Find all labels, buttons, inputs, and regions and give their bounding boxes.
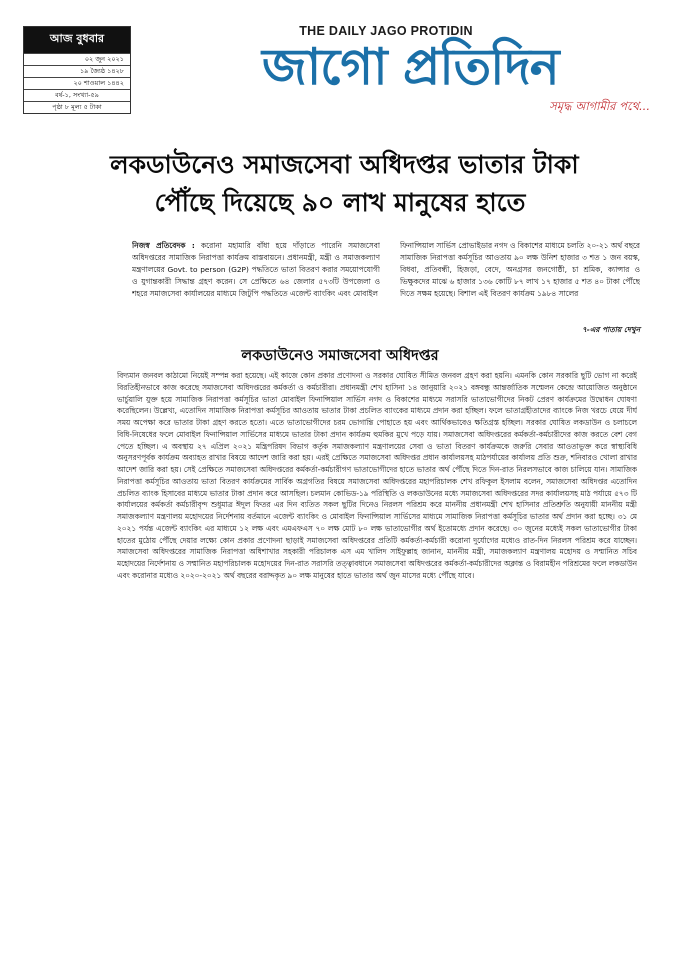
- continued-note: ৭-এর পাতায় দেখুন: [581, 325, 640, 334]
- day-label: আজ বুধবার: [24, 27, 130, 53]
- pages-price: পৃষ্ঠা ৮ মূল্য ৫ টাকা: [24, 101, 130, 113]
- date-english: ০২ জুন ২০২১: [24, 53, 130, 65]
- headline-line-2: পৌঁছে দিয়েছে ৯০ লাখ মানুষের হাতে: [154, 188, 526, 217]
- newspaper-logo: জাগো প্রতিদিন: [262, 38, 559, 96]
- lead-column-right: [400, 240, 640, 336]
- lead-column-left: [132, 240, 380, 336]
- date-box: [23, 26, 131, 114]
- headline-line-1: লকডাউনেও সমাজসেবা অধিদপ্তর ভাতার টাকা: [110, 150, 579, 179]
- date-bangla: ১৯ জ্যৈষ্ঠ ১৪২৮: [24, 65, 130, 77]
- date-hijri: ২০ শাওয়াল ১৪৪২: [24, 77, 130, 89]
- issue-number: বর্ষ-১, সংখ্যা-৫৯: [24, 89, 130, 101]
- lead-right-text: ফিনান্সিয়াল সার্ভিস প্রোভাইডার নগদ ও বিকাশের মাধ্যমে চলতি ২০-২১ অর্থ বছরে সামাজিক নিরাপত্তা কর্মসূচির আওতায় ৯০ লক্ষ উনিশ হাজার ৩ শত ১ জন বয়স্ক, বিধবা, প্রতিবন্ধী, হিজড়া, বেদে, অনগ্রসর জনগোষ্ঠী, চা শ্রমিক, ক্যান্সার ও ভিক্ষুকদের মাঝে ৬ হাজার ১৩৬ কোটি ৮৭ লাখ ১৭ হাজার ৫ শত ৪০ টাকা পৌঁছে দিতে সক্ষম হয়েছে। বিশাল এই বিতরণ কার্যক্রম ১৯৮৪ সালের: [400, 241, 640, 298]
- byline: নিজস্ব প্রতিবেদক :: [132, 241, 195, 250]
- article-body: বিদ্যমান জনবল কাঠামো নিয়েই সম্পন্ন করা হয়েছে। এই কাজে কোন প্রকার প্রণোদনা ও সরকার ঘোষিত সীমিত জনবল গ্রহণ করা হয়নি। এমনকি কোন সরকারি ছুটি ভোগ না করেই বিরতিহীনভাবে কাজ করেছে সমাজসেবা অধিদপ্তরের কর্মকর্তা ও কর্মচারীরা। প্রধানমন্ত্রী শেখ হাসিনা ১৪ জানুয়ারি ২০২১ বঙ্গবন্ধু আন্তর্জাতিক সম্মেলন কেন্দ্রে আয়োজিত অনুষ্ঠানে ভার্চুয়ালি যুক্ত হয়ে সামাজিক নিরাপত্তা কর্মসূচির ভাতা মোবাইল ফিনান্সিয়াল সার্ভিস নগদ ও বিকাশের মাধ্যমে সরাসরি ভাতাভোগীদের নিকট প্রেরণ কার্যক্রমের উদ্বোধন ঘোষণা করেছিলেন। উল্লেখ্য, এতোদিন সামাজিক নিরাপত্তা কর্মসূচির আওতায় ভাতার টাকা প্রচলিত ব্যাংকের মাধ্যমে প্রদান করা হচ্ছিল। ফলে ভাতাগ্রহীতাদের ব্যাংকে নিজ খরচে যেয়ে দীর্ঘ সময় অপেক্ষা করে ভাতার টাকা গ্রহণ করতে হতো। এতে ভাতাভোগীদের চরম ভোগান্তি পোহাতে হয় এবং আর্থিকভাবেও ক্ষতিগ্রস্ত হচ্ছিল। সরকার ঘোষিত লকডাউন ও চলাচলে বিধি-নিষেধের ফলে মোবাইল ফিনান্সিয়াল সার্ভিসের মাধ্যমে ভাতার টাকা প্রদান কার্যক্রম হুমকির মুখে পড়ে যায়। সমাজসেবা অধিদপ্তরের কর্মকর্তা-কর্মচারীদের কাজ করতে বেশ বেগ পেতে হচ্ছিল। এ অবস্থায় ২৭ এপ্রিল ২০২১ মন্ত্রিপরিষদ বিভাগ কর্তৃক সমাজকল্যাণ মন্ত্রণালয়ের সেবা ও ভাতা বিতরণ কার্যক্রমকে জরুরি সেবার আওতাভুক্ত করে স্বাস্থ্যবিধি অনুসরণপূর্বক কার্যক্রম অব্যাহত রাখার বিষয়ে আদেশ জারি করা হয়। এরই প্রেক্ষিতে সমাজসেবা অধিদপ্তর প্রধান কার্যালয়সহ মাঠপর্যায়ের কার্যালয় প্রতি শুক্র, শনিবারও খোলা রাখার আদেশ জারি করা হয়। সেই প্রেক্ষিতে সমাজসেবা অধিদপ্তরের কর্মকর্তা-কর্মচারীগণ ভাতাভোগীদের হাতে ভাতার অর্থ পৌঁছে দিতে দিন-রাত নিরলসভাবে কাজ চালিয়ে যান। সামাজিক নিরাপত্তা কর্মসূচির আওতায় ভাতা বিতরণ কার্যক্রমের সার্বিক অগ্রগতির বিষয়ে সমাজসেবা অধিদপ্তরের মহাপরিচালক শেখ রফিকুল ইসলাম বলেন, সমাজসেবা অধিদপ্তর এতোদিন প্রচলিত ব্যাংক হিসাবের মাধ্যমে ভাতার টাকা প্রদান করে আসছিল। চলমান কোভিড-১৯ পরিস্থিতি ও লকডাউনের মধ্যে সমাজসেবা অধিদপ্তরের সদর কার্যালয়সহ মাঠ পর্যায়ে ৫৭৩ টি কার্যালয়ের কর্মকর্তা কর্মচারীবৃন্দ শুধুমাত্র ঈদুল ফিতর এর দিন ব্যতিত সকল ছুটির দিনেও নিরলস পরিশ্রম করে মাননীয় প্রধানমন্ত্রী শেখ হাসিনার প্রতিশ্রুতি অনুযায়ী মাননীয় মন্ত্রী সমাজকল্যাণ মন্ত্রণালয় মহোদয়ের নির্দেশনায় বর্তমানে এজেন্ট ব্যাংকিং ও মোবাইল ফিনান্সিয়াল সার্ভিসের মাধ্যমে সামাজিক নিরাপত্তা কর্মসূচির ভাতার অর্থ প্রদান করা হচ্ছে। ৩১ মে ২০২১ পর্যন্ত এজেন্ট ব্যাংকিং এর মাধ্যমে ১২ লক্ষ এবং এমএফএস ৭০ লক্ষ মোট ৮০ লক্ষ ভাতাভোগীর অর্থ ইতোমধ্যে প্রদান করেছে। ৩০ জুনের মধ্যেই সকল ভাতাভোগীর টাকা হাতের মুঠোয় পৌঁছে দেয়ার লক্ষ্যে কোন প্রকার প্রণোদনা ছাড়াই সমাজসেবা অধিদপ্তরের প্রতিটি কর্মকর্তা-কর্মচারী করোনা দুর্যোগের মধ্যেও রাত-দিন নিরলস পরিশ্রম করে যাচ্ছেন। সমাজসেবা অধিদপ্তরের সামাজিক নিরাপত্তা অধিশাখার সহকারী পরিচালক এস এম খালিদ সাইফুল্লাহ জানান, মাননীয় মন্ত্রী, সমাজকল্যাণ মন্ত্রণালয় মহোদয় ও সম্মানিত সচিব মহোদয়ের নির্দেশনায় ও সম্মানিত মহাপরিচালক মহোদয়ের দিন-রাত সরাসরি তত্ত্বাবধানে সমাজসেবা অধিদপ্তরের কর্মকর্তা-কর্মচারীদের অক্লান্ত ও বিরামহীন পরিশ্রমের ফলে লকডাউন এবং করোনার মধ্যেও ২০২০-২০২১ অর্থ বছরের বরাদ্দকৃত ৯০ লক্ষ মানুষের হাতে ভাতার অর্থ জুন মাসের মধ্যে পৌঁছে যাবে।: [117, 371, 637, 580]
- lead-left-text: করোনা মহামারি বাঁধা হয়ে দাঁড়াতে পারেনি সমাজসেবা অধিদপ্তরের সামাজিক নিরাপত্তা কার্যক্রম বাস্তবায়নে। প্রধানমন্ত্রী, মন্ত্রী ও সমাজকল্যাণ মন্ত্রণালয়ের Govt. to person (G2P) পদ্ধতিতে ভাতা বিতরণ করার সময়োপযোগী ও যুগান্তকারী সিদ্ধান্ত গ্রহণ করেন। সে প্রেক্ষিতে ৬৪ জেলার ৫৭৩টি উপজেলা ও শহরে সমাজসেবা কার্যালয়ের মাধ্যমে জিটুপি পদ্ধতিতে এজেন্ট ব্যাংকিং এবং মোবাইল: [132, 241, 380, 298]
- headline: [110, 146, 579, 222]
- tagline: সমৃদ্ধ আগামীর পথে...: [549, 99, 650, 113]
- subheading: লকডাউনেও সমাজসেবা অধিদপ্তর: [241, 348, 439, 364]
- english-masthead: THE DAILY JAGO PROTIDIN: [299, 24, 473, 38]
